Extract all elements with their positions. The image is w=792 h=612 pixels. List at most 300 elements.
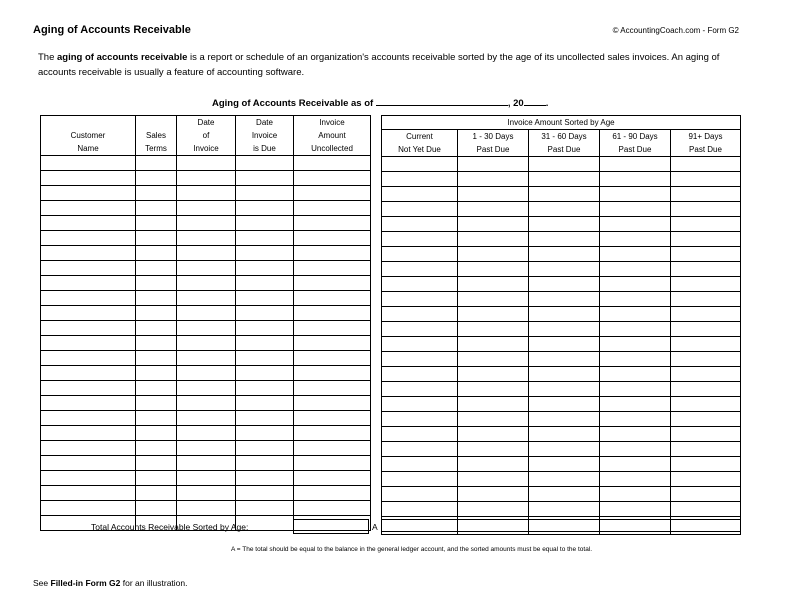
entry-cell[interactable] bbox=[458, 487, 529, 502]
entry-cell[interactable] bbox=[177, 156, 236, 171]
entry-cell[interactable] bbox=[177, 471, 236, 486]
left-row bbox=[41, 471, 371, 486]
entry-cell[interactable] bbox=[236, 246, 294, 261]
entry-cell[interactable] bbox=[382, 217, 458, 232]
entry-cell[interactable] bbox=[458, 457, 529, 472]
entry-cell[interactable] bbox=[41, 306, 136, 321]
entry-cell[interactable] bbox=[671, 502, 741, 517]
col-header-current: Current bbox=[382, 130, 458, 144]
entry-cell[interactable] bbox=[382, 322, 458, 337]
entry-cell[interactable] bbox=[136, 261, 177, 276]
entry-cell[interactable] bbox=[236, 291, 294, 306]
entry-cell[interactable] bbox=[600, 382, 671, 397]
entry-cell[interactable] bbox=[136, 156, 177, 171]
entry-cell[interactable] bbox=[600, 502, 671, 517]
entry-cell[interactable] bbox=[382, 247, 458, 262]
left-row bbox=[41, 456, 371, 471]
col-header-line1: Date bbox=[177, 116, 236, 130]
entry-cell[interactable] bbox=[600, 337, 671, 352]
entry-cell[interactable] bbox=[136, 171, 177, 186]
entry-cell[interactable] bbox=[382, 262, 458, 277]
entry-cell[interactable] bbox=[177, 501, 236, 516]
left-row bbox=[41, 201, 371, 216]
left-row bbox=[41, 486, 371, 501]
entry-cell[interactable] bbox=[671, 202, 741, 217]
entry-cell[interactable] bbox=[236, 501, 294, 516]
left-row bbox=[41, 366, 371, 381]
entry-cell[interactable] bbox=[671, 472, 741, 487]
entry-cell[interactable] bbox=[41, 246, 136, 261]
entry-cell[interactable] bbox=[529, 472, 600, 487]
entry-cell[interactable] bbox=[529, 337, 600, 352]
entry-cell[interactable] bbox=[529, 187, 600, 202]
entry-cell[interactable] bbox=[671, 457, 741, 472]
entry-cell[interactable] bbox=[671, 172, 741, 187]
entry-cell[interactable] bbox=[382, 232, 458, 247]
entry-cell[interactable] bbox=[600, 412, 671, 427]
total-marker: A bbox=[372, 522, 378, 532]
entry-cell[interactable] bbox=[458, 397, 529, 412]
entry-cell[interactable] bbox=[671, 352, 741, 367]
entry-cell[interactable] bbox=[529, 487, 600, 502]
entry-cell[interactable] bbox=[600, 217, 671, 232]
entry-cell[interactable] bbox=[382, 367, 458, 382]
entry-cell[interactable] bbox=[136, 501, 177, 516]
entry-cell[interactable] bbox=[41, 261, 136, 276]
left-row bbox=[41, 261, 371, 276]
entry-cell[interactable] bbox=[671, 427, 741, 442]
right-row bbox=[382, 322, 741, 337]
entry-cell[interactable] bbox=[458, 382, 529, 397]
entry-cell[interactable] bbox=[529, 412, 600, 427]
total-61-90-field[interactable] bbox=[600, 520, 671, 535]
entry-cell[interactable] bbox=[671, 442, 741, 457]
entry-cell[interactable] bbox=[529, 232, 600, 247]
entry-cell[interactable] bbox=[136, 456, 177, 471]
entry-cell[interactable] bbox=[458, 157, 529, 172]
entry-cell[interactable] bbox=[294, 366, 371, 381]
entry-cell[interactable] bbox=[529, 217, 600, 232]
entry-cell[interactable] bbox=[236, 201, 294, 216]
entry-cell[interactable] bbox=[41, 441, 136, 456]
entry-cell[interactable] bbox=[41, 216, 136, 231]
entry-cell[interactable] bbox=[458, 217, 529, 232]
entry-cell[interactable] bbox=[382, 487, 458, 502]
entry-cell[interactable] bbox=[458, 307, 529, 322]
entry-cell[interactable] bbox=[382, 277, 458, 292]
entry-cell[interactable] bbox=[529, 442, 600, 457]
col-header-line1: Invoice bbox=[294, 116, 371, 130]
entry-cell[interactable] bbox=[671, 157, 741, 172]
entry-cell[interactable] bbox=[41, 201, 136, 216]
entry-cell[interactable] bbox=[41, 321, 136, 336]
entry-cell[interactable] bbox=[529, 457, 600, 472]
entry-cell[interactable] bbox=[136, 216, 177, 231]
left-row bbox=[41, 306, 371, 321]
right-row bbox=[382, 307, 741, 322]
entry-cell[interactable] bbox=[671, 217, 741, 232]
entry-cell[interactable] bbox=[671, 292, 741, 307]
entry-cell[interactable] bbox=[236, 231, 294, 246]
entry-cell[interactable] bbox=[671, 367, 741, 382]
entry-cell[interactable] bbox=[236, 426, 294, 441]
total-91-plus-field[interactable] bbox=[671, 520, 741, 535]
entry-cell[interactable] bbox=[236, 156, 294, 171]
col-header-61-90: 61 - 90 Days bbox=[600, 130, 671, 144]
total-31-60-field[interactable] bbox=[529, 520, 600, 535]
left-row bbox=[41, 396, 371, 411]
entry-cell[interactable] bbox=[671, 232, 741, 247]
report-heading-label: Aging of Accounts Receivable as of bbox=[212, 98, 374, 109]
entry-cell[interactable] bbox=[600, 322, 671, 337]
entry-cell[interactable] bbox=[41, 231, 136, 246]
entry-cell[interactable] bbox=[236, 351, 294, 366]
entry-cell[interactable] bbox=[177, 171, 236, 186]
entry-cell[interactable] bbox=[236, 471, 294, 486]
entry-cell[interactable] bbox=[136, 291, 177, 306]
entry-cell[interactable] bbox=[458, 292, 529, 307]
entry-cell[interactable] bbox=[236, 396, 294, 411]
entry-cell[interactable] bbox=[294, 231, 371, 246]
entry-cell[interactable] bbox=[458, 187, 529, 202]
entry-cell[interactable] bbox=[294, 276, 371, 291]
entry-cell[interactable] bbox=[671, 322, 741, 337]
entry-cell[interactable] bbox=[236, 186, 294, 201]
entry-cell[interactable] bbox=[236, 441, 294, 456]
entry-cell[interactable] bbox=[136, 471, 177, 486]
entry-cell[interactable] bbox=[294, 321, 371, 336]
entry-cell[interactable] bbox=[600, 277, 671, 292]
entry-cell[interactable] bbox=[382, 397, 458, 412]
left-row bbox=[41, 186, 371, 201]
col-header-line1 bbox=[41, 116, 136, 130]
entry-cell[interactable] bbox=[382, 502, 458, 517]
right-row bbox=[382, 217, 741, 232]
entry-cell[interactable] bbox=[177, 216, 236, 231]
entry-cell[interactable] bbox=[177, 426, 236, 441]
entry-cell[interactable] bbox=[671, 262, 741, 277]
entry-cell[interactable] bbox=[136, 201, 177, 216]
left-row bbox=[41, 351, 371, 366]
year-prefix: , 20 bbox=[507, 98, 524, 109]
entry-cell[interactable] bbox=[236, 276, 294, 291]
entry-cell[interactable] bbox=[294, 456, 371, 471]
right-row bbox=[382, 352, 741, 367]
entry-cell[interactable] bbox=[671, 487, 741, 502]
entry-cell[interactable] bbox=[382, 457, 458, 472]
total-current-field[interactable] bbox=[382, 520, 458, 535]
entry-cell[interactable] bbox=[294, 216, 371, 231]
entry-cell[interactable] bbox=[294, 201, 371, 216]
entry-cell[interactable] bbox=[458, 412, 529, 427]
entry-cell[interactable] bbox=[529, 382, 600, 397]
entry-cell[interactable] bbox=[671, 247, 741, 262]
col-header-date-of: of bbox=[177, 129, 236, 142]
entry-cell[interactable] bbox=[382, 442, 458, 457]
entry-cell[interactable] bbox=[294, 186, 371, 201]
entry-cell[interactable] bbox=[529, 277, 600, 292]
entry-cell[interactable] bbox=[177, 351, 236, 366]
entry-cell[interactable] bbox=[294, 156, 371, 171]
entry-cell[interactable] bbox=[136, 321, 177, 336]
filled-in-form-link[interactable]: Filled-in Form G2 bbox=[50, 578, 121, 588]
entry-cell[interactable] bbox=[136, 411, 177, 426]
col-header-name: Name bbox=[41, 142, 136, 156]
entry-cell[interactable] bbox=[136, 231, 177, 246]
entry-cell[interactable] bbox=[458, 277, 529, 292]
entry-cell[interactable] bbox=[382, 187, 458, 202]
entry-cell[interactable] bbox=[177, 381, 236, 396]
entry-cell[interactable] bbox=[136, 186, 177, 201]
entry-cell[interactable] bbox=[236, 366, 294, 381]
left-row bbox=[41, 171, 371, 186]
entry-cell[interactable] bbox=[136, 441, 177, 456]
entry-cell[interactable] bbox=[177, 261, 236, 276]
entry-cell[interactable] bbox=[671, 382, 741, 397]
entry-cell[interactable] bbox=[600, 427, 671, 442]
entry-cell[interactable] bbox=[41, 456, 136, 471]
entry-cell[interactable] bbox=[294, 471, 371, 486]
entry-cell[interactable] bbox=[294, 486, 371, 501]
entry-cell[interactable] bbox=[529, 172, 600, 187]
entry-cell[interactable] bbox=[177, 291, 236, 306]
heading-period: . bbox=[545, 98, 549, 109]
customer-invoice-table bbox=[40, 115, 371, 531]
entry-cell[interactable] bbox=[529, 307, 600, 322]
left-row bbox=[41, 441, 371, 456]
entry-cell[interactable] bbox=[529, 292, 600, 307]
entry-cell[interactable] bbox=[600, 247, 671, 262]
entry-cell[interactable] bbox=[41, 186, 136, 201]
entry-cell[interactable] bbox=[236, 171, 294, 186]
entry-cell[interactable] bbox=[671, 277, 741, 292]
entry-cell[interactable] bbox=[41, 501, 136, 516]
entry-cell[interactable] bbox=[41, 171, 136, 186]
entry-cell[interactable] bbox=[600, 487, 671, 502]
entry-cell[interactable] bbox=[177, 201, 236, 216]
left-row bbox=[41, 156, 371, 171]
entry-cell[interactable] bbox=[600, 202, 671, 217]
entry-cell[interactable] bbox=[236, 411, 294, 426]
right-row bbox=[382, 397, 741, 412]
entry-cell[interactable] bbox=[236, 456, 294, 471]
col-header-sales: Sales bbox=[136, 129, 177, 142]
entry-cell[interactable] bbox=[41, 411, 136, 426]
entry-cell[interactable] bbox=[294, 501, 371, 516]
entry-cell[interactable] bbox=[177, 456, 236, 471]
entry-cell[interactable] bbox=[136, 426, 177, 441]
entry-cell[interactable] bbox=[382, 292, 458, 307]
entry-cell[interactable] bbox=[600, 157, 671, 172]
right-row bbox=[382, 187, 741, 202]
entry-cell[interactable] bbox=[177, 336, 236, 351]
entry-cell[interactable] bbox=[671, 307, 741, 322]
year-blank[interactable] bbox=[524, 96, 546, 106]
entry-cell[interactable] bbox=[177, 276, 236, 291]
entry-cell[interactable] bbox=[458, 442, 529, 457]
entry-cell[interactable] bbox=[236, 321, 294, 336]
entry-cell[interactable] bbox=[136, 336, 177, 351]
entry-cell[interactable] bbox=[671, 412, 741, 427]
entry-cell[interactable] bbox=[529, 367, 600, 382]
left-row bbox=[41, 381, 371, 396]
footer-prefix: See bbox=[33, 578, 51, 588]
entry-cell[interactable] bbox=[600, 262, 671, 277]
entry-cell[interactable] bbox=[382, 337, 458, 352]
col-header-date-invoice: Invoice bbox=[236, 129, 294, 142]
entry-cell[interactable] bbox=[294, 351, 371, 366]
entry-cell[interactable] bbox=[41, 471, 136, 486]
entry-cell[interactable] bbox=[41, 486, 136, 501]
left-row bbox=[41, 246, 371, 261]
entry-cell[interactable] bbox=[177, 321, 236, 336]
entry-cell[interactable] bbox=[382, 307, 458, 322]
entry-cell[interactable] bbox=[136, 366, 177, 381]
entry-cell[interactable] bbox=[382, 157, 458, 172]
entry-cell[interactable] bbox=[136, 381, 177, 396]
entry-cell[interactable] bbox=[294, 381, 371, 396]
entry-cell[interactable] bbox=[529, 352, 600, 367]
entry-cell[interactable] bbox=[671, 397, 741, 412]
entry-cell[interactable] bbox=[177, 441, 236, 456]
entry-cell[interactable] bbox=[600, 442, 671, 457]
entry-cell[interactable] bbox=[600, 307, 671, 322]
entry-cell[interactable] bbox=[382, 202, 458, 217]
entry-cell[interactable] bbox=[529, 427, 600, 442]
entry-cell[interactable] bbox=[41, 396, 136, 411]
entry-cell[interactable] bbox=[41, 381, 136, 396]
entry-cell[interactable] bbox=[294, 336, 371, 351]
entry-cell[interactable] bbox=[600, 457, 671, 472]
entry-cell[interactable] bbox=[177, 231, 236, 246]
entry-cell[interactable] bbox=[458, 247, 529, 262]
entry-cell[interactable] bbox=[529, 202, 600, 217]
entry-cell[interactable] bbox=[382, 472, 458, 487]
right-row bbox=[382, 367, 741, 382]
entry-cell[interactable] bbox=[136, 486, 177, 501]
entry-cell[interactable] bbox=[136, 306, 177, 321]
date-blank[interactable] bbox=[376, 96, 508, 106]
entry-cell[interactable] bbox=[41, 336, 136, 351]
entry-cell[interactable] bbox=[382, 427, 458, 442]
entry-cell[interactable] bbox=[458, 337, 529, 352]
entry-cell[interactable] bbox=[177, 186, 236, 201]
col-header-customer: Customer bbox=[41, 129, 136, 142]
entry-cell[interactable] bbox=[41, 291, 136, 306]
entry-cell[interactable] bbox=[136, 276, 177, 291]
entry-cell[interactable] bbox=[41, 156, 136, 171]
entry-cell[interactable] bbox=[294, 441, 371, 456]
entry-cell[interactable] bbox=[600, 232, 671, 247]
entry-cell[interactable] bbox=[177, 246, 236, 261]
entry-cell[interactable] bbox=[529, 322, 600, 337]
entry-cell[interactable] bbox=[41, 366, 136, 381]
entry-cell[interactable] bbox=[529, 157, 600, 172]
col-header-past-due: Past Due bbox=[529, 143, 600, 157]
entry-cell[interactable] bbox=[529, 247, 600, 262]
entry-cell[interactable] bbox=[294, 426, 371, 441]
entry-cell[interactable] bbox=[294, 261, 371, 276]
entry-cell[interactable] bbox=[236, 261, 294, 276]
right-row bbox=[382, 232, 741, 247]
entry-cell[interactable] bbox=[41, 426, 136, 441]
entry-cell[interactable] bbox=[458, 232, 529, 247]
entry-cell[interactable] bbox=[294, 306, 371, 321]
right-row bbox=[382, 337, 741, 352]
entry-cell[interactable] bbox=[177, 411, 236, 426]
col-header-91-plus: 91+ Days bbox=[671, 130, 741, 144]
entry-cell[interactable] bbox=[236, 336, 294, 351]
entry-cell[interactable] bbox=[382, 382, 458, 397]
entry-cell[interactable] bbox=[41, 276, 136, 291]
left-row bbox=[41, 291, 371, 306]
entry-cell[interactable] bbox=[382, 352, 458, 367]
right-row bbox=[382, 157, 741, 172]
left-row bbox=[41, 411, 371, 426]
entry-cell[interactable] bbox=[458, 472, 529, 487]
entry-cell[interactable] bbox=[458, 352, 529, 367]
entry-cell[interactable] bbox=[236, 216, 294, 231]
entry-cell[interactable] bbox=[294, 411, 371, 426]
entry-cell[interactable] bbox=[177, 306, 236, 321]
sorted-totals-row bbox=[381, 519, 741, 535]
entry-cell[interactable] bbox=[529, 397, 600, 412]
entry-cell[interactable] bbox=[458, 427, 529, 442]
entry-cell[interactable] bbox=[236, 486, 294, 501]
right-row bbox=[382, 442, 741, 457]
entry-cell[interactable] bbox=[458, 367, 529, 382]
entry-cell[interactable] bbox=[136, 396, 177, 411]
entry-cell[interactable] bbox=[458, 202, 529, 217]
entry-cell[interactable] bbox=[529, 502, 600, 517]
entry-cell[interactable] bbox=[529, 262, 600, 277]
left-row bbox=[41, 336, 371, 351]
entry-cell[interactable] bbox=[600, 472, 671, 487]
entry-cell[interactable] bbox=[671, 337, 741, 352]
entry-cell[interactable] bbox=[458, 502, 529, 517]
entry-cell[interactable] bbox=[600, 367, 671, 382]
total-1-30-field[interactable] bbox=[458, 520, 529, 535]
entry-cell[interactable] bbox=[600, 187, 671, 202]
entry-cell[interactable] bbox=[458, 262, 529, 277]
entry-cell[interactable] bbox=[177, 366, 236, 381]
total-amount-field[interactable] bbox=[293, 519, 369, 534]
entry-cell[interactable] bbox=[136, 246, 177, 261]
entry-cell[interactable] bbox=[294, 246, 371, 261]
entry-cell[interactable] bbox=[600, 172, 671, 187]
entry-cell[interactable] bbox=[136, 351, 177, 366]
entry-cell[interactable] bbox=[600, 292, 671, 307]
entry-cell[interactable] bbox=[458, 172, 529, 187]
entry-cell[interactable] bbox=[600, 352, 671, 367]
entry-cell[interactable] bbox=[177, 396, 236, 411]
entry-cell[interactable] bbox=[294, 396, 371, 411]
entry-cell[interactable] bbox=[41, 351, 136, 366]
entry-cell[interactable] bbox=[236, 381, 294, 396]
entry-cell[interactable] bbox=[671, 187, 741, 202]
right-row bbox=[382, 472, 741, 487]
entry-cell[interactable] bbox=[294, 171, 371, 186]
col-header-1-30: 1 - 30 Days bbox=[458, 130, 529, 144]
entry-cell[interactable] bbox=[458, 322, 529, 337]
entry-cell[interactable] bbox=[600, 397, 671, 412]
entry-cell[interactable] bbox=[382, 172, 458, 187]
entry-cell[interactable] bbox=[294, 291, 371, 306]
entry-cell[interactable] bbox=[177, 486, 236, 501]
intro-rest: is a report or schedule of an organization's accounts receivable sorted by the age of its uncollected sales invoices. An aging of accounts receivable is usually a feature of accounting software. bbox=[38, 52, 720, 78]
entry-cell[interactable] bbox=[382, 412, 458, 427]
entry-cell[interactable] bbox=[236, 306, 294, 321]
